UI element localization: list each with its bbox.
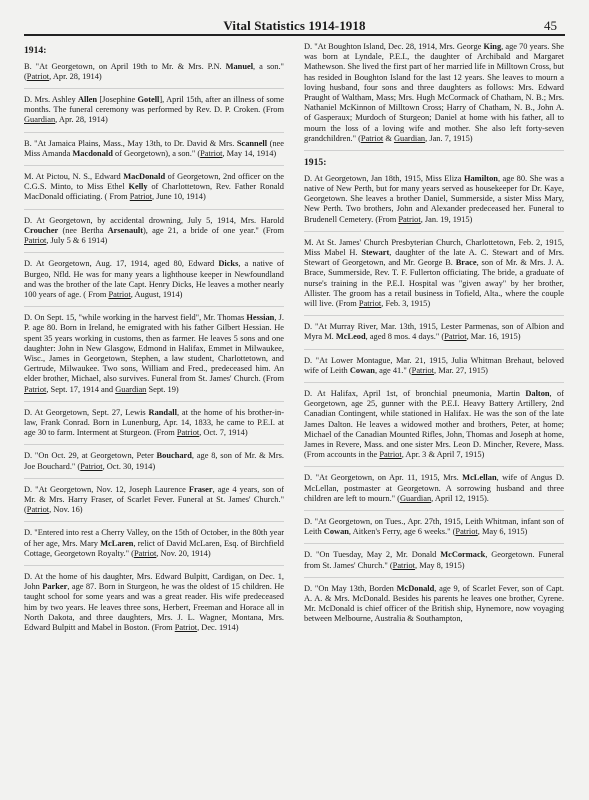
entry-text: , Jan. 19, 1915) [420, 214, 473, 224]
entry-text: , Nov. 20, 1914) [156, 548, 211, 558]
surname: Stewart [361, 247, 390, 257]
newspaper-source: Patriot [398, 214, 421, 224]
entry-text: , May 8, 1915) [415, 560, 465, 570]
entry-text: , June 10, 1914) [152, 192, 206, 202]
entry-text: M. At St. James' Church Presbyterian Church, Charlottetown, Feb. 2, 1915, Miss Mabel H. [304, 237, 564, 257]
entry-text: , Feb. 3, 1915) [381, 298, 431, 308]
entry-text: , age 41." ( [374, 365, 412, 375]
newspaper-source: Patriot [360, 133, 384, 143]
newspaper-source: Guardian [399, 493, 432, 503]
entry-text: (nee Miss Amanda [24, 138, 284, 158]
record-entry [304, 322, 564, 349]
surname: Cowan [323, 527, 349, 537]
year-heading: 1915: [304, 157, 327, 169]
entry-text: , a native of Burgeo, Nfld. He was for many years a lighthouse keeper in Newfoundland and was the brother of the late Capt. Henry Dicks, He leaves a mother nearly 100 years of age. ( From [24, 259, 284, 299]
newspaper-source: Patriot [26, 505, 50, 515]
header-rule [24, 34, 565, 36]
entry-text: D. "On Tuesday, May 2, Mr. Donald [304, 550, 441, 560]
entry-text: D. "At Lower Montague, Mar. 21, 1915, Julia Whitman Brehaut, beloved wife of Leith [304, 355, 564, 375]
entry-text: , at the home of his brother-in-law, Frank Conrad. Born in Lunenburg, Apr. 14, 1833, he came to P.E.I. at age 30 to farm. Interment at Sturgeon. (From [24, 407, 284, 438]
entry-text: , May 6, 1915) [477, 527, 528, 537]
surname: Allen [77, 95, 98, 105]
entry-text: D. On Sept. 15, "while working in the harvest field", Mr. Thomas [24, 313, 247, 323]
newspaper-source: Patriot [133, 548, 157, 558]
surname: McLeod [335, 332, 366, 342]
newspaper-source: Patriot [455, 527, 478, 537]
entry-text: D. "On May 13th, Borden [304, 583, 397, 593]
surname: McDonald [396, 583, 435, 593]
surname: Brace [455, 258, 477, 268]
newspaper-source: Patriot [129, 192, 153, 202]
entry-text: D. "At Georgetown, Nov. 12, Joseph Laurence [24, 484, 189, 494]
entry-text: D. At the home of his daughter, Mrs. Edward Bulpitt, Cardigan, on Dec. 1, John [24, 571, 284, 592]
record-entry [304, 238, 564, 316]
record-entry [304, 42, 564, 151]
entry-text: , Georgetown. Funeral from St. James' Church." ( [304, 550, 564, 570]
newspaper-source: Guardian [393, 133, 426, 143]
record-entry [24, 313, 284, 402]
entry-text: ], April 15th, after an illness of some months. The funeral ceremony was performed by Rev. D. P. Croken. (From [24, 95, 284, 115]
record-entry [24, 408, 284, 446]
entry-text: of Georgetown), a son." ( [112, 148, 201, 158]
newspaper-source: Patriot [200, 148, 223, 158]
surname: McLellan [462, 473, 497, 483]
entry-text: D. At Georgetown, Sept. 27, Lewis [24, 407, 149, 417]
running-title: Vital Statistics 1914-1918 [223, 18, 366, 33]
newspaper-source: Patriot [24, 384, 47, 394]
entry-text: , age 8, son of Mr. & Mrs. Joe Bouchard." ( [24, 451, 284, 471]
surname: Arsenault [107, 225, 143, 235]
entry-text: , May 14, 1914) [222, 148, 277, 158]
entry-text: , of Georgetown, age 25, gunner with the P.E.I. Heavy Battery Artillery, 2nd Canadian Contingent, while stationed in Halifax. He was the son of the late James Dalton. He leaves a widowed mother and brothers, Peter, at home; Michael of the Canadian Mounted Rifles, John, Thomas and Joseph at home, James in Revere, Mass. and one sister Mrs. Leon D. Mincher, Revere, Mass. (From accounts in the [304, 388, 564, 460]
surname: Bouchard [156, 451, 192, 461]
surname: Manuel [225, 61, 254, 71]
record-entry [304, 356, 564, 383]
surname: Cowan [349, 365, 375, 375]
record-entry [24, 485, 284, 523]
surname: Croucher [24, 225, 59, 235]
entry-text: & [383, 133, 394, 143]
surname: Fraser [188, 484, 213, 494]
entry-text: D. "On Oct. 29, at Georgetown, Peter [24, 451, 157, 461]
record-entry [24, 572, 284, 639]
entry-text: , Sept. 17, 1914 and [46, 384, 116, 394]
surname: Kelly [128, 182, 148, 192]
record-entry [24, 451, 284, 478]
newspaper-source: Patriot [379, 450, 402, 460]
entry-text: D. At Georgetown, Aug. 17, 1914, aged 80, Edward [24, 259, 219, 269]
surname: Dicks [218, 259, 239, 269]
entry-text: [Josephine [97, 95, 138, 105]
surname: Dalton [525, 388, 550, 398]
surname: King [483, 42, 502, 51]
record-entry [24, 95, 284, 133]
entry-text: , aged 8 mos. 4 days." ( [365, 332, 445, 342]
newspaper-source: Patriot [26, 71, 50, 81]
entry-text: (nee Bertha [58, 225, 108, 235]
record-entry [24, 259, 284, 307]
surname: Hessian [246, 313, 275, 323]
entry-text: D. "Entered into rest a Cherry Valley, on the 15th of October, in the 80th year of her age, Mrs. Mary [24, 528, 284, 548]
newspaper-source: Guardian [115, 384, 147, 394]
surname: Randall [148, 407, 177, 417]
entry-text: of Georgetown, 2nd officer on the C.G.S. Minto, to Miss Ethel [24, 172, 284, 192]
entry-text: , Apr. 28, 1914) [55, 115, 108, 125]
entry-text: , Aitken's Ferry, age 6 weeks." ( [348, 527, 456, 537]
entry-text: , son of Mr. & Mrs. J. A. Brace, Summerside, Rev. T. F. Fullerton officiating. The bride, a graduate of nurse's training in the P.E.I. Hospital was "given away" by her brother, Allister. The groom has a retail business in Tofield, Alta., where the couple will live. (From [304, 258, 564, 308]
entry-text: , age 70 years. She was born at Lyndale, P.E.I., the daughter of Archibald and Margaret Mathewson. She lived the first part of her married life in Milltown Cross, but has resided in Boughton Island for the last 12 years. She leaves to mourn a loving husband, four sons and three daughters as follows: Mrs. Edward Praught of Waltham, Mass; Mrs. Hugh McCormack of Chatham, N. B.; Mrs. Nathaniel McKinnon of Milltown Cross; Harry of Chatham, N. B., John A. of Gasperaux; Murdoch of Sturgeon; Daniel at home with his father, all to mourn the loss of a loving wife and mother. She also left forty-seven grandchildren." ( [304, 42, 564, 143]
surname: Parker [42, 582, 68, 592]
newspaper-source: Guardian [24, 115, 56, 125]
newspaper-source: Patriot [444, 332, 467, 342]
entry-text: , Apr. 28, 1914) [49, 71, 102, 81]
entry-text: , daughter of the late A. C. Stewart and of Mrs. Stewart of Georgetown, and Mr. George B. [304, 247, 564, 268]
newspaper-source: Patriot [80, 461, 103, 471]
record-entry [304, 584, 564, 631]
page-header [0, 0, 589, 33]
newspaper-source: Patriot [108, 289, 131, 299]
entry-text: D. "At Georgetown, on Tues., Apr. 27th, 1915, Leith Whitman, infant son of Leith [304, 516, 564, 537]
newspaper-source: Patriot [392, 560, 416, 570]
entry-text: D. Mrs. Ashley [24, 95, 78, 105]
entry-text: , Oct. 30, 1914) [102, 461, 156, 471]
record-entry [304, 473, 564, 511]
right-column [304, 42, 564, 794]
record-entry [24, 139, 284, 166]
entry-text: , April 12, 1915). [431, 493, 489, 503]
entry-text: , July 5 & 6 1914) [46, 236, 108, 246]
entry-text: , Mar. 27, 1915) [434, 365, 488, 375]
entry-text: D. "At Murray River, Mar. 13th, 1915, Lester Parmenas, son of Albion and Myra M. [304, 322, 564, 342]
entry-text: , Jan. 7, 1915) [425, 133, 473, 143]
record-entry [304, 550, 564, 577]
entry-text: ), age 21, a bride of one year." (From [143, 225, 284, 235]
record-entry [304, 174, 564, 232]
record-entry [24, 172, 284, 210]
newspaper-source: Patriot [358, 298, 382, 308]
entry-text: B. "At Jamaica Plains, Mass., May 13th, to Dr. David & Mrs. [24, 138, 237, 148]
entry-text: of Charlottetown, Rev. Father Ronald MacDonald officiating. ( From [24, 182, 284, 202]
newspaper-source: Patriot [176, 428, 200, 438]
surname: MacDonald [123, 172, 166, 182]
entry-text: , J. P. age 80. Born in Ireland, he emigrated with his father Gilbert Hessian. He spent 35 years working in customs, then as farmer. He leaves 5 sons and one daughter: John in New Glasgow, Edmond in Halifax, Emmet in Milwaukee, Wisc., James in Georgetown, Stephen, a law student, Charlottetown, and Gertrude, Milwaukee. Two sons, William and Fred., predeceased him. An elder brother, Michael, also survives. Funeral from St. James' Church. (From [24, 313, 284, 384]
entry-text: , Nov. 16) [49, 505, 83, 515]
record-entry [304, 517, 564, 544]
surname: Hamilton [463, 173, 498, 183]
entry-text: , relict of David McLaren, Esq. of Birchfield Cottage, Georgetown Royalty." ( [24, 538, 284, 558]
entry-text: Sept. 19) [146, 384, 179, 394]
surname: Gotell [137, 95, 160, 105]
entry-text: , Dec. 1914) [197, 622, 239, 632]
entry-text: D. "At Boughton Island, Dec. 28, 1914, Mrs. George [304, 42, 484, 51]
surname: Macdonald [72, 148, 113, 158]
entry-text: , age 80. She was a native of New Perth, but for many years served as housekeeper for Dr. Kaye, Georgetown. She leaves a brother Daniel, Summerside, a sister Miss Mary, New Perth. Two brothers, John and Alexander predeceased her. Funeral to Brudenell Cemetery. (From [304, 173, 564, 224]
entry-text: , a son." ( [24, 61, 284, 81]
entry-text: , Mar. 16, 1915) [466, 332, 521, 342]
record-entry [24, 528, 284, 566]
newspaper-source: Patriot [411, 365, 434, 375]
year-heading: 1914: [24, 45, 47, 56]
entry-text: , age 9, of Scarlet Fever, son of Capt. A. A. & Mrs. McDonald. Besides his parents he leaves one brother, Cyrene. Mr. McDonald is chief officer of the British ship, Hynemore, now voyaging between Melbourne, Australia & Southampton, [304, 583, 564, 624]
entry-text: D. At Georgetown, Jan 18th, 1915, Miss Eliza [304, 173, 464, 183]
entry-text: D. At Halifax, April 1st, of bronchial pneumonia, Martin [304, 388, 526, 398]
record-entry [304, 389, 564, 467]
entry-text: , age 4 years, son of Mr. & Mrs. Harry Fraser, of Scarlet Fever. Funeral at St. James' Church." ( [24, 484, 284, 515]
page-number: 45 [544, 18, 557, 33]
record-entry [24, 216, 284, 254]
newspaper-source: Patriot [24, 236, 47, 246]
entry-text: M. At Pictou, N. S., Edward [24, 172, 124, 182]
surname: Scannell [236, 138, 268, 148]
left-column [24, 42, 284, 794]
entry-text: D. "At Georgetown, on Apr. 11, 1915, Mrs. [304, 473, 463, 483]
surname: McLaren [100, 538, 134, 548]
entry-text: , August, 1914) [130, 289, 183, 299]
entry-text: D. At Georgetown, by accidental drowning, July 5, 1914, Mrs. Harold [24, 215, 284, 225]
entry-text: , Apr. 3 & April 7, 1915) [401, 450, 485, 460]
entry-text: , wife of Angus D. McLellan, postmaster at Georgetown. A sorrowing husband and three children are left to mourn." ( [304, 473, 564, 503]
newspaper-source: Patriot [174, 622, 198, 632]
entry-text: , Oct. 7, 1914) [199, 428, 248, 438]
surname: McCormack [440, 550, 486, 560]
entry-text: B. "At Georgetown, on April 19th to Mr. & Mrs. P.N. [24, 61, 226, 71]
entry-text: , age 87. Born in Sturgeon, he was the oldest of 15 children. He taught school for some years and was a great reader. His wife predeceased him by two years. He leaves three sons, Herbert, Freeman and Horace all in North Dakota, and three daughters, Mrs. J. L. Wagner, Montana, Mrs. Edward Bulpitt and Mabel in Boston. (From [24, 582, 284, 632]
record-entry [24, 62, 284, 89]
